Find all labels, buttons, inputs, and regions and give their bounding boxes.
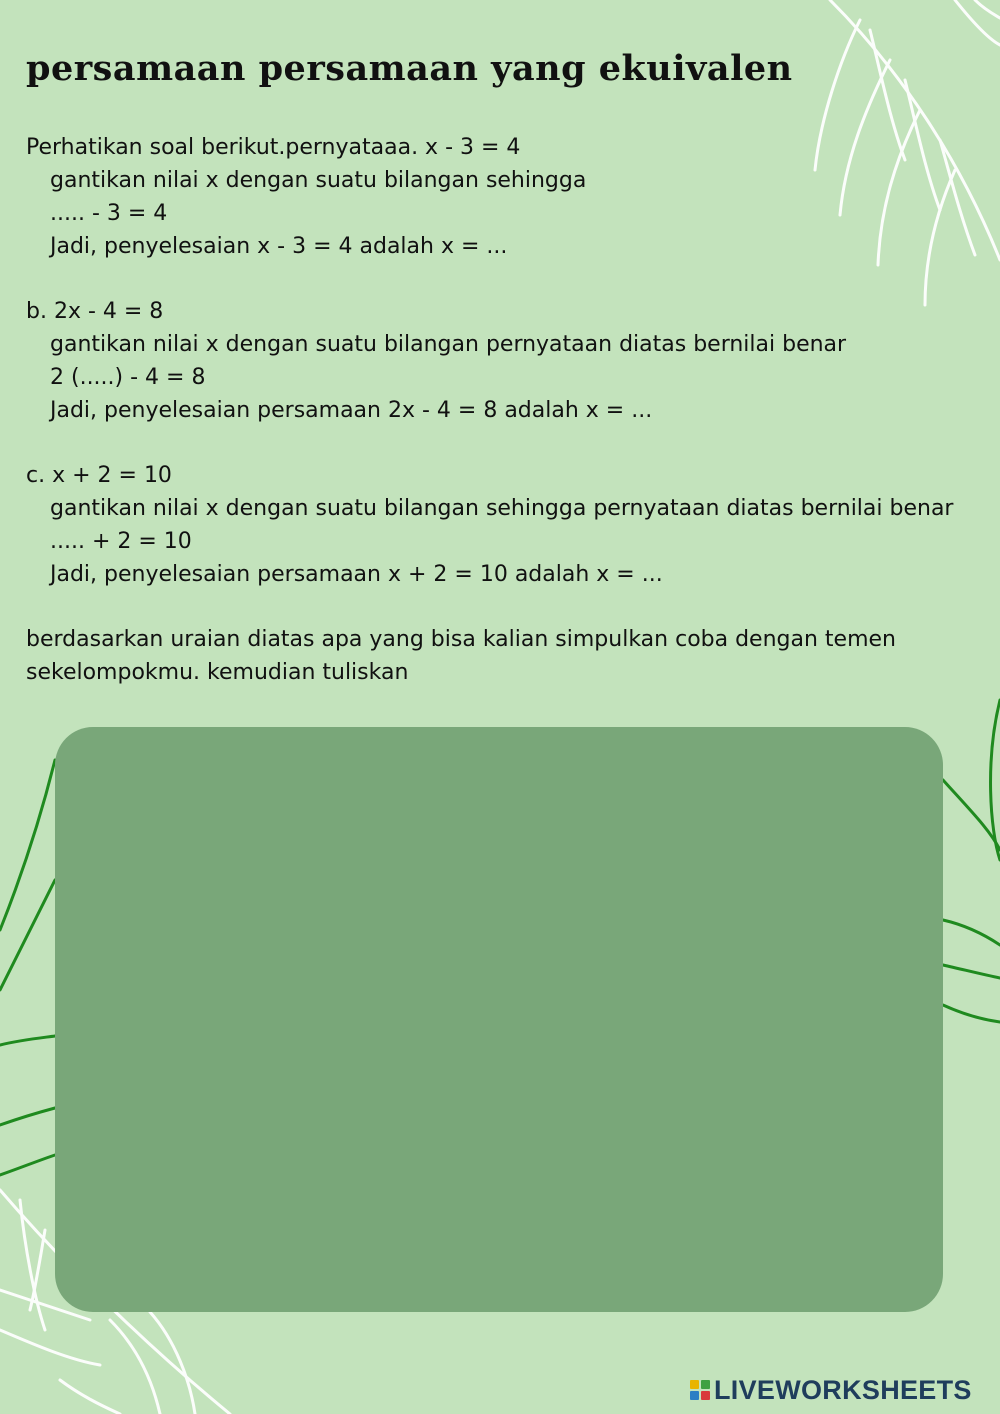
item-c-instruction: gantikan nilai x dengan suatu bilangan sehingga pernyataan diatas bernilai benar xyxy=(50,496,954,521)
intro-equation: ..... - 3 = 4 xyxy=(50,201,168,226)
logo-icon xyxy=(690,1380,710,1400)
item-b-answer: Jadi, penyelesaian persamaan 2x - 4 = 8 adalah x = ... xyxy=(50,398,653,423)
item-b-instruction: gantikan nilai x dengan suatu bilangan pernyataan diatas bernilai benar xyxy=(50,332,847,357)
liveworksheets-logo xyxy=(690,1372,972,1408)
conclusion-line-2: sekelompokmu. kemudian tuliskan xyxy=(26,660,409,685)
page-title: persamaan persamaan yang ekuivalen xyxy=(26,48,793,89)
item-c-answer: Jadi, penyelesaian persamaan x + 2 = 10 adalah x = ... xyxy=(50,562,663,587)
item-c-heading: c. x + 2 = 10 xyxy=(26,463,172,488)
logo-text: LIVEWORKSHEETS xyxy=(714,1374,972,1405)
intro-answer: Jadi, penyelesaian x - 3 = 4 adalah x = ... xyxy=(50,234,508,259)
intro-statement: Perhatikan soal berikut.pernyataaa. x - 3 = 4 xyxy=(26,135,521,160)
conclusion-line-1: berdasarkan uraian diatas apa yang bisa kalian simpulkan coba dengan temen xyxy=(26,627,896,652)
item-c-equation: ..... + 2 = 10 xyxy=(50,529,192,554)
item-b-heading: b. 2x - 4 = 8 xyxy=(26,299,164,324)
answer-box[interactable] xyxy=(55,727,943,1312)
intro-instruction: gantikan nilai x dengan suatu bilangan sehingga xyxy=(50,168,587,193)
item-b-equation: 2 (.....) - 4 = 8 xyxy=(50,365,206,390)
